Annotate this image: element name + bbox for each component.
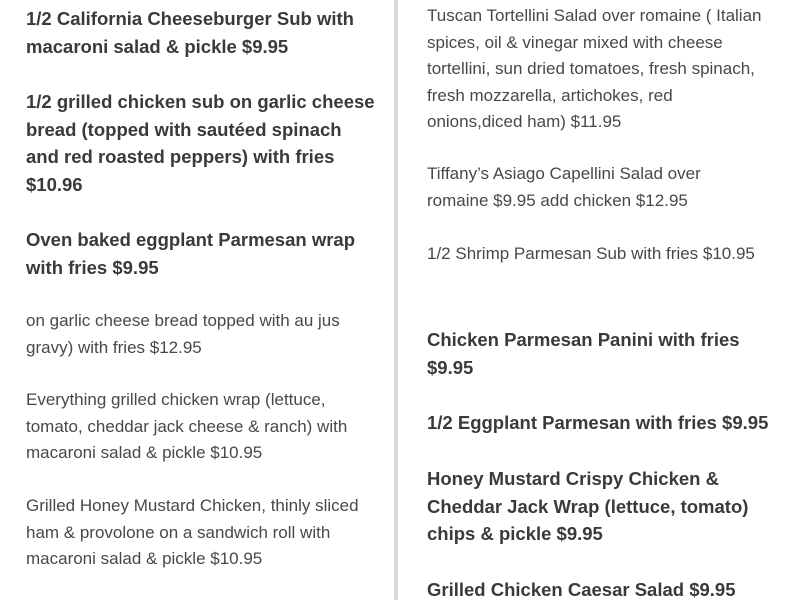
menu-panel-bottom-right	[398, 300, 800, 600]
menu-item-eggplant-parmesan: 1/2 Eggplant Parmesan with fries $9.95	[427, 412, 769, 433]
menu-item-grilled-chicken-sub: 1/2 grilled chicken sub on garlic cheese bread (topped with sautéed spinach and red roasted peppers) with fries $10.96	[26, 91, 375, 195]
menu-item-grilled-honey-mustard-chicken: Grilled Honey Mustard Chicken, thinly sliced ham & provolone on a sandwich roll with macaroni salad & pickle $10.95	[26, 496, 359, 568]
menu-item-asiago-capellini-salad: Tiffany’s Asiago Capellini Salad over romaine $9.95 add chicken $12.95	[427, 164, 701, 210]
menu-panel-top-left	[0, 0, 394, 300]
menu-item-tuscan-tortellini-salad: Tuscan Tortellini Salad over romaine ( Italian spices, oil & vinegar mixed with cheese tortellini, sun dried tomatoes, fresh spinach, fresh mozzarella, artichokes, red onions,diced ham) $11.95	[427, 6, 762, 131]
menu-item-au-jus-sub-continued: on garlic cheese bread topped with au jus gravy) with fries $12.95	[26, 311, 340, 357]
menu-item-shrimp-parmesan-sub: 1/2 Shrimp Parmesan Sub with fries $10.95	[427, 244, 755, 263]
menu-item-everything-grilled-chicken-wrap: Everything grilled chicken wrap (lettuce, tomato, cheddar jack cheese & ranch) with macaroni salad & pickle $10.95	[26, 390, 348, 462]
menu-item-chicken-parmesan-panini: Chicken Parmesan Panini with fries $9.95	[427, 329, 740, 378]
menu-panel-bottom-left	[0, 300, 394, 600]
menu-item-eggplant-parmesan-wrap: Oven baked eggplant Parmesan wrap with fries $9.95	[26, 229, 355, 278]
clipped-text-fragment	[26, 300, 226, 302]
menu-item-grilled-chicken-caesar-salad: Grilled Chicken Caesar Salad $9.95	[427, 579, 736, 600]
menu-item-california-cheeseburger-sub: 1/2 California Cheeseburger Sub with macaroni salad & pickle $9.95	[26, 8, 354, 57]
menu-panel-top-right	[398, 0, 800, 300]
menu-item-honey-mustard-crispy-chicken-wrap: Honey Mustard Crispy Chicken & Cheddar Jack Wrap (lettuce, tomato) chips & pickle $9.95	[427, 468, 749, 544]
